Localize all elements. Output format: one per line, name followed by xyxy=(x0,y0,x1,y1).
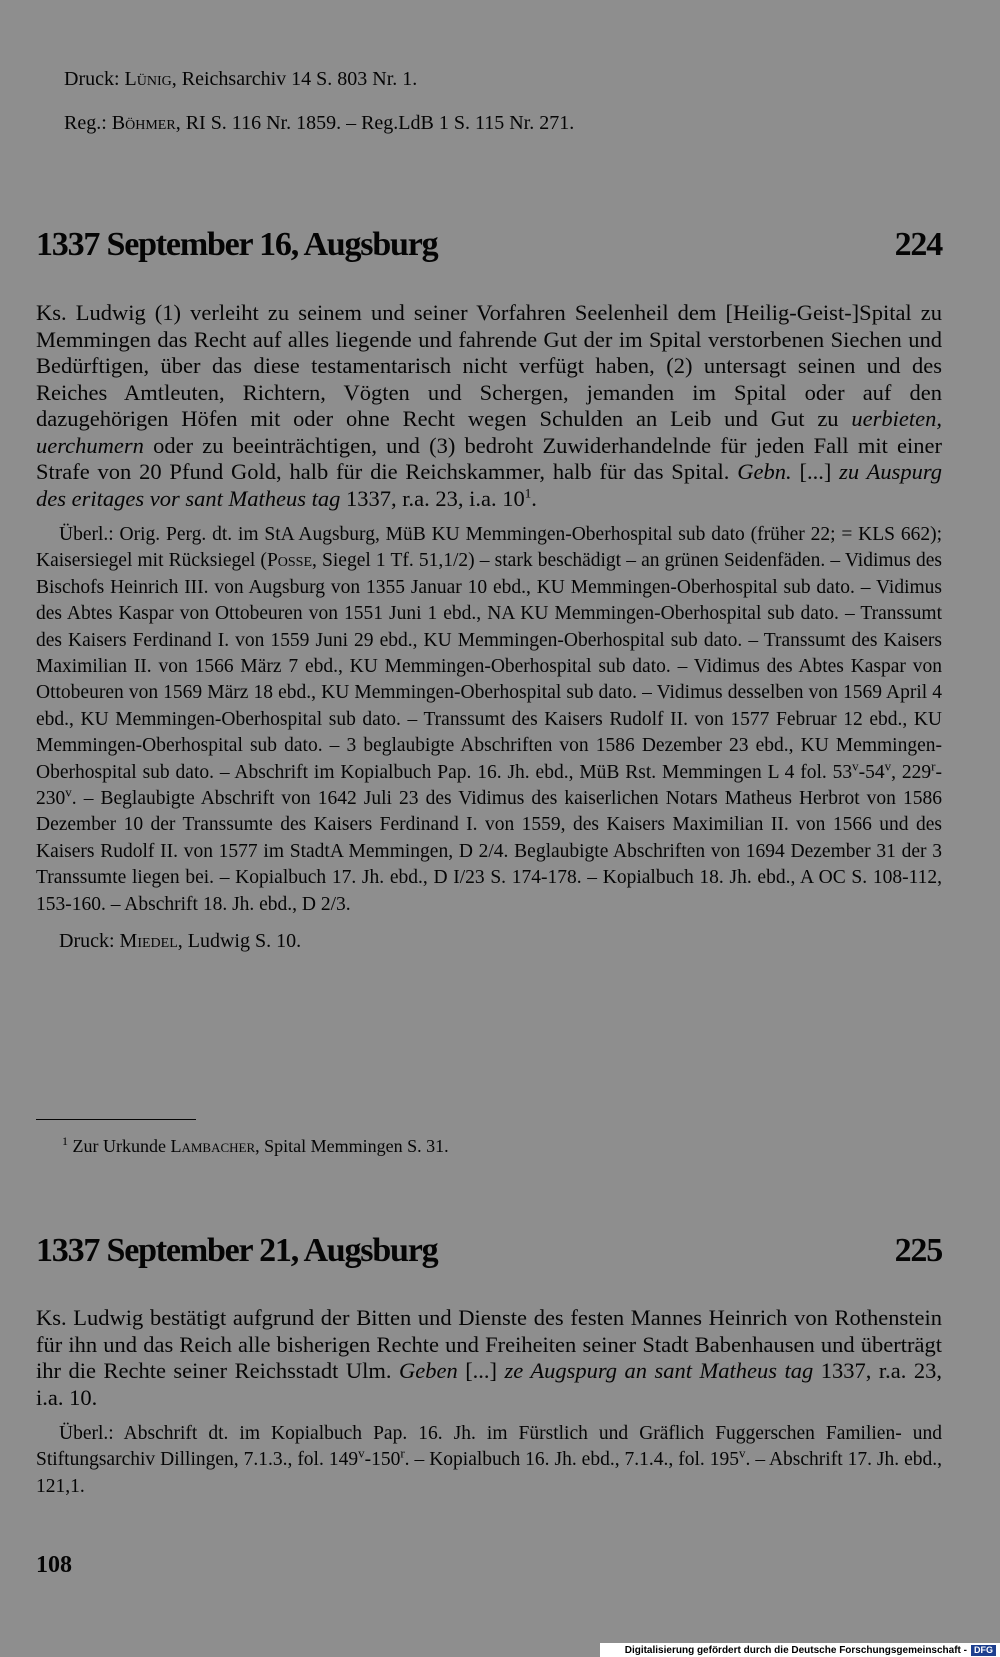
entry-224-heading xyxy=(36,226,942,264)
druck-reference: Druck: Lünig, Reichsarchiv 14 S. 803 Nr. 1. xyxy=(64,68,418,90)
funding-footer xyxy=(600,1643,1000,1657)
entry-225-body xyxy=(36,1305,942,1500)
reg-reference: Reg.: Böhmer, RI S. 116 Nr. 1859. – Reg.LdB 1 S. 115 Nr. 271. xyxy=(64,112,575,134)
entry-225-date-place: 1337 September 21, Augsburg xyxy=(36,1232,438,1269)
page-number: 108 xyxy=(36,1552,72,1578)
entry-225-heading xyxy=(36,1232,942,1270)
top-references xyxy=(36,64,942,138)
entry-224-transmission: Überl.: Orig. Perg. dt. im StA Augsburg, MüB KU Memmingen-Oberhospital sub dato (früher 22; = KLS 662); Kaisersiegel mit Rücksiegel (Posse, Siegel 1 Tf. 51,1/2) – stark beschädigt – an grünen Seidenfäden. – Vidimus des Bischofs Heinrich III. von Augsburg von 1355 Januar 10 ebd., KU Memmingen-Oberhospital sub dato. – Vidimus des Abtes Kaspar von Ottobeuren von 1551 Juni 1 ebd., NA KU Memmingen-Oberhospital sub dato. – Transsumt des Kaisers Ferdinand I. von 1559 Juni 29 ebd., KU Memmingen-Oberhospital sub dato. – Transsumt des Kaisers Maximilian II. von 1566 März 7 ebd., KU Memmingen-Oberhospital sub dato. – Vidimus des Abtes Kaspar von Ottobeuren von 1569 März 18 ebd., KU Memmingen-Oberhospital sub dato. – Vidimus desselben von 1569 April 4 ebd., KU Memmingen-Oberhospital sub dato. – Transsumt des Kaisers Rudolf II. von 1577 Februar 12 ebd., KU Memmingen-Oberhospital sub dato. – 3 beglaubigte Abschriften von 1586 Dezember 23 ebd., KU Memmingen-Oberhospital sub dato. – Abschrift im Kopialbuch Pap. 16. Jh. ebd., MüB Rst. Memmingen L 4 fol. 53$^v$-54$^v$, 229$^r$-230$^v$. – Beglaubigte Abschrift von 1642 Juli 23 des Vidimus des kaiserlichen Notars Matheus Herbrot von 1586 Dezember 10 der Transsumte des Kaisers Ferdinand I. von 1559, des Kaisers Maximilian II. von 1566 und des Kaisers Rudolf II. von 1577 im StadtA Memmingen, D 2/4. Beglaubigte Abschriften von 1694 Dezember 31 der 3 Transsumte liegen bei. – Kopialbuch 17. Jh. ebd., D I/23 S. 174-178. – Kopialbuch 18. Jh. ebd., A OC S. 108-112, 153-160. – Abschrift 18. Jh. ebd., D 2/3. xyxy=(36,524,942,915)
entry-224-body xyxy=(36,300,942,954)
entry-224-date-place: 1337 September 16, Augsburg xyxy=(36,226,438,263)
entry-224-footnote-block xyxy=(36,1134,942,1158)
entry-225-regest: Ks. Ludwig bestätigt aufgrund der Bitten und Dienste des festen Mannes Heinrich von Rothenstein für ihn und das Reich alle bisherigen Rechte und Freiheiten seiner Stadt Babenhausen und überträgt ihr die Rechte seiner Reichsstadt Ulm. Geben [...] ze Augspurg an sant Matheus tag 1337, r.a. 23, i.a. 10. xyxy=(36,1305,942,1410)
entry-224-druck: Druck: Miedel, Ludwig S. 10. xyxy=(59,930,302,953)
entry-224-footnote: $^1$ Zur Urkunde Lambacher, Spital Memmingen S. 31. xyxy=(62,1134,449,1156)
entry-224-regest: Ks. Ludwig (1) verleiht zu seinem und seiner Vorfahren Seelenheil dem [Heilig-Geist-]Spital zu Memmingen das Recht auf alles liegende und fahrende Gut der im Spital verstorbenen Siechen und Bedürftigen, über das diese testamentarisch nicht verfügt haben, (2) untersagt seinen und des Reiches Amtleuten, Richtern, Vögten und Schergen, jemanden im Spital oder auf den dazugehörigen Höfen mit oder ohne Recht wegen Schulden an Leib und Gut zu uerbieten, uerchumern oder zu beeinträchtigen, und (3) bedroht Zuwiderhandelnde für jeden Fall mit einer Strafe von 20 Pfund Gold, halb für die Reichskammer, halb für das Spital. Gebn. [...] zu Auspurg des eritages vor sant Matheus tag 1337, r.a. 23, i.a. $10^1$. xyxy=(36,300,942,511)
entry-225-transmission: Überl.: Abschrift dt. im Kopialbuch Pap. 16. Jh. im Fürstlich und Gräflich Fuggerschen Familien- und Stiftungsarchiv Dillingen, 7.1.3., fol. 149$^v$-150$^r$. – Kopialbuch 16. Jh. ebd., 7.1.4., fol. 195$^v$. – Abschrift 17. Jh. ebd., 121,1. xyxy=(36,1423,942,1497)
entry-224-number: 224 xyxy=(894,226,942,263)
funding-text: Digitalisierung gefördert durch die Deutsche Forschungsgemeinschaft - xyxy=(624,1644,967,1656)
entry-225-number: 225 xyxy=(894,1232,942,1269)
dfg-logo: DFG xyxy=(971,1645,996,1656)
footnote-rule xyxy=(36,1119,196,1120)
